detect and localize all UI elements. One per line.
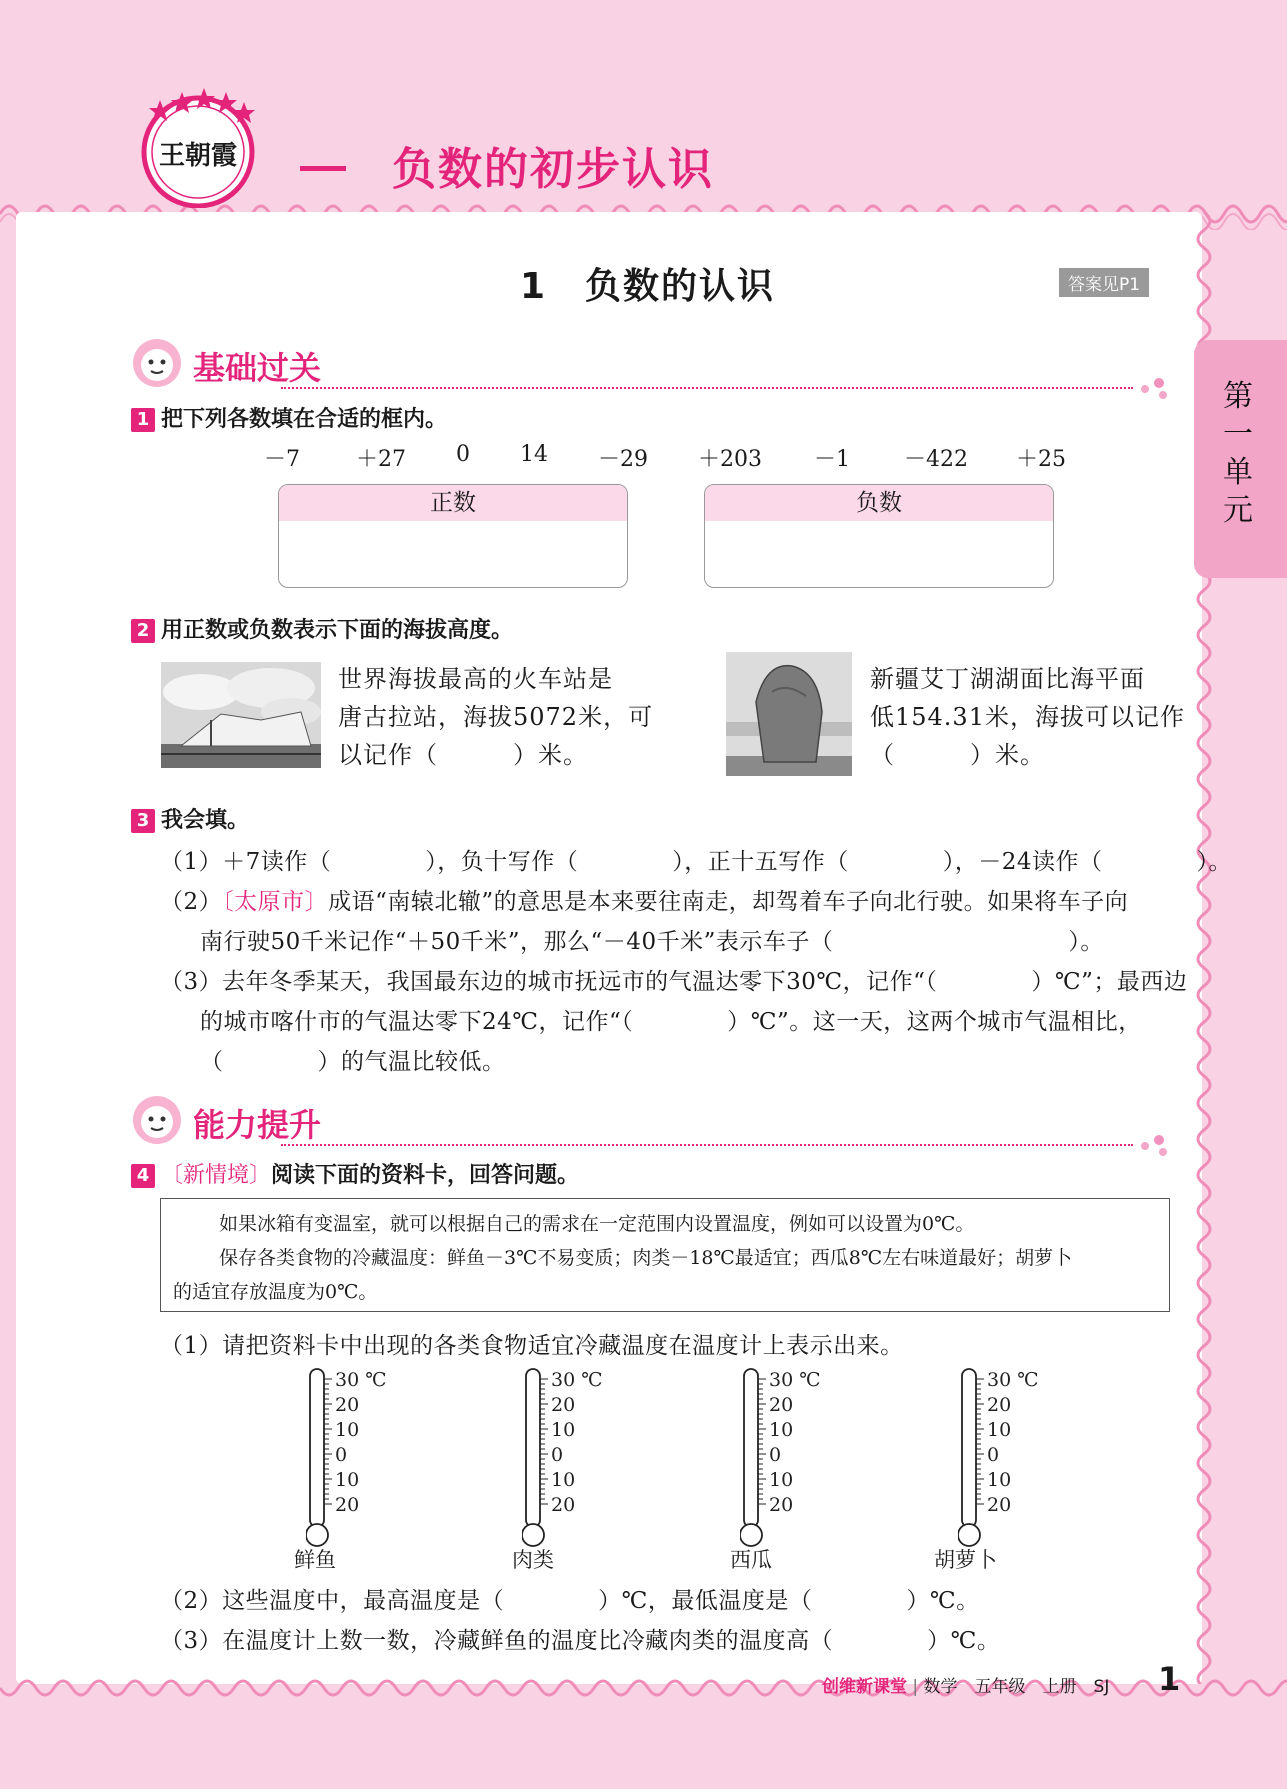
lake-stone-photo: [726, 652, 852, 776]
answer-reference-tag: 答案见P1: [1059, 268, 1149, 297]
thermometer-tick-label: 20: [769, 1394, 794, 1416]
thermometer-tick-label: 20: [987, 1494, 1012, 1516]
number-item: 14: [520, 442, 548, 467]
footer-book-info: 数学 五年级 上册 SJ: [923, 1677, 1110, 1697]
thermometer[interactable]: [306, 1365, 426, 1565]
thermometer-tick-label: 0: [335, 1444, 348, 1466]
q3-line3-cont: 的城市喀什市的气温达零下24℃，记作“（ ）℃”。这一天，这两个城市气温相比，: [200, 1009, 1142, 1035]
thermometer-tick-label: 0: [551, 1444, 564, 1466]
thermometer-label: 胡萝卜: [934, 1548, 997, 1572]
thermometer-tick-label: 30 ℃: [987, 1369, 1039, 1391]
thermometer-label: 肉类: [512, 1548, 554, 1572]
page-number: 1: [1158, 1660, 1181, 1698]
thermometer-label: 鲜鱼: [294, 1548, 336, 1572]
footer-info: [822, 1672, 1109, 1697]
new-context-tag: 〔新情境〕: [161, 1163, 272, 1188]
text-line: 以记作（ ）米。: [338, 741, 588, 769]
question-1-header: [131, 402, 447, 433]
side-tab-label: 第一单元: [1223, 379, 1253, 528]
thermometer[interactable]: [958, 1365, 1078, 1565]
unit-title-text: 负数的初步认识: [392, 144, 714, 195]
thermometer-tick-label: 10: [335, 1469, 360, 1491]
thermometer-tick-label: 0: [769, 1444, 782, 1466]
number-item: ＋27: [356, 447, 406, 472]
thermometer-tick-label: 20: [987, 1394, 1012, 1416]
footer-separator: |: [907, 1677, 924, 1697]
positive-box[interactable]: [278, 484, 628, 588]
region-tag: 〔太原市〕: [222, 889, 329, 915]
monkey-mascot-icon: [131, 1094, 183, 1146]
number-item: ＋203: [698, 447, 762, 472]
monkey-mascot-icon: [131, 337, 183, 389]
brand-logo: [138, 88, 258, 208]
thermometer-label: 西瓜: [730, 1548, 772, 1572]
thermometer-tick-label: 30 ℃: [335, 1369, 387, 1391]
q3-line3-end: （ ）的气温比较低。: [200, 1049, 506, 1075]
question-1-text: 把下列各数填在合适的框内。: [161, 407, 448, 432]
thermometer-tick-label: 20: [551, 1494, 576, 1516]
number-item: 0: [456, 442, 470, 467]
thermometer-tick-label: 10: [551, 1419, 576, 1441]
thermometer[interactable]: [740, 1365, 860, 1565]
section-header-basic: [131, 337, 1171, 389]
side-unit-tab[interactable]: [1194, 340, 1287, 578]
number-item: －1: [814, 447, 850, 472]
q3-line1: （1）＋7读作（ ），负十写作（ ），正十五写作（ ），－24读作（ ）。: [160, 849, 1233, 875]
q3-part-label: （2）: [160, 889, 223, 915]
railway-station-photo: [161, 662, 321, 768]
thermometer-tick-label: 10: [769, 1419, 794, 1441]
text-line: （ ）米。: [870, 741, 1045, 769]
question-4-text: 阅读下面的资料卡，回答问题。: [271, 1163, 580, 1188]
thermometer-tick-label: 10: [987, 1419, 1012, 1441]
question-3-header: [131, 803, 249, 834]
thermometer-tick-label: 20: [551, 1394, 576, 1416]
q4-sub1: （1）请把资料卡中出现的各类食物适宜冷藏温度在温度计上表示出来。: [160, 1333, 904, 1359]
positive-box-label: 正数: [279, 485, 627, 521]
thermometer-tick-label: 10: [769, 1469, 794, 1491]
decor-dots-icon: [1137, 377, 1171, 401]
question-number: 2: [131, 619, 155, 643]
unit-number-dash: [300, 166, 346, 171]
number-item: ＋25: [1016, 447, 1066, 472]
text-line: 唐古拉站，海拔5072米，可: [338, 703, 654, 731]
text-line: 新疆艾丁湖湖面比海平面: [870, 665, 1145, 693]
thermometer-tick-label: 0: [987, 1444, 1000, 1466]
thermometer-tick-label: 20: [335, 1394, 360, 1416]
thermometer-tick-label: 20: [769, 1494, 794, 1516]
thermometer-tick-label: 20: [335, 1494, 360, 1516]
q3-line2-cont: 南行驶50千米记作“＋50千米”，那么“－40千米”表示车子（ ）。: [200, 929, 1104, 955]
thermometer-tube: [744, 1369, 758, 1527]
question-2-header: [131, 613, 513, 644]
lesson-title: 1 负数的认识: [520, 266, 776, 307]
text-line: 低154.31米，海拔可以记作: [870, 703, 1185, 731]
thermometer-tick-label: 10: [551, 1469, 576, 1491]
thermometer-tube: [310, 1369, 324, 1527]
svg-text:王朝霞: 王朝霞: [158, 141, 238, 171]
question-number: 4: [131, 1164, 155, 1188]
thermometer[interactable]: [522, 1365, 642, 1565]
thermometer-bulb: [958, 1524, 980, 1546]
negative-box[interactable]: [704, 484, 1054, 588]
section-header-advanced: [131, 1094, 1171, 1146]
q4-sub2: （2）这些温度中，最高温度是（ ）℃，最低温度是（ ）℃。: [160, 1588, 980, 1614]
section-divider: [281, 1144, 1133, 1146]
q3-line3: （3）去年冬季某天，我国最东边的城市抚远市的气温达零下30℃，记作“（ ）℃”；最西边: [160, 969, 1188, 995]
section-title-advanced: 能力提升: [193, 1106, 322, 1144]
card-line: 保存各类食物的冷藏温度：鲜鱼－3℃不易变质；肉类－18℃最适宜；西瓜8℃左右味道最好；胡萝卜: [219, 1247, 1073, 1269]
thermometer-tube: [962, 1369, 976, 1527]
negative-box-label: 负数: [705, 485, 1053, 521]
thermometer-tube: [526, 1369, 540, 1527]
thermometer-tick-label: 30 ℃: [769, 1369, 821, 1391]
unit-title: [300, 133, 714, 197]
thermometer-tick-label: 10: [987, 1469, 1012, 1491]
section-title-basic: 基础过关: [193, 349, 322, 387]
question-2-text: 用正数或负数表示下面的海拔高度。: [161, 618, 514, 643]
info-card: [160, 1198, 1170, 1312]
number-item: －422: [904, 447, 968, 472]
card-line: 如果冰箱有变温室，就可以根据自己的需求在一定范围内设置温度，例如可以设置为0℃。: [219, 1213, 975, 1235]
thermometer-bulb: [306, 1524, 328, 1546]
thermometer-bulb: [740, 1524, 762, 1546]
q2-right-text: [870, 660, 1185, 774]
thermometer-tick-label: 30 ℃: [551, 1369, 603, 1391]
card-line: 的适宜存放温度为0℃。: [173, 1281, 378, 1303]
section-divider: [281, 387, 1133, 389]
q3-line2: [160, 883, 1128, 916]
thermometer-bulb: [522, 1524, 544, 1546]
question-number: 3: [131, 809, 155, 833]
number-item: －7: [264, 447, 300, 472]
number-item: －29: [598, 447, 648, 472]
q4-sub3: （3）在温度计上数一数，冷藏鲜鱼的温度比冷藏肉类的温度高（ ）℃。: [160, 1628, 1001, 1654]
text-line: 世界海拔最高的火车站是: [338, 665, 613, 693]
question-number: 1: [131, 408, 155, 432]
question-4-header: [131, 1158, 579, 1189]
thermometer-tick-label: 10: [335, 1419, 360, 1441]
decor-dots-icon: [1137, 1134, 1171, 1158]
q2-left-text: [338, 660, 653, 774]
footer-brand: 创维新课堂: [822, 1677, 907, 1697]
question-3-text: 我会填。: [161, 808, 250, 833]
q3-line2-text: 成语“南辕北辙”的意思是本来要往南走，却驾着车子向北行驶。如果将车子向: [328, 889, 1129, 915]
